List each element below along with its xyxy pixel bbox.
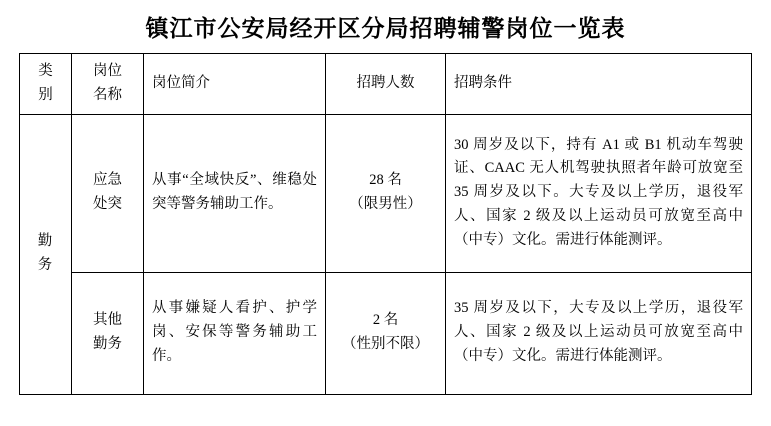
table-row — [20, 114, 752, 272]
table-header-row — [20, 54, 752, 115]
header-count: 招聘人数 — [326, 54, 446, 115]
cell-count-other: 2 名 （性别不限） — [326, 272, 446, 394]
cell-post-name-emergency: 应急 处突 — [72, 114, 144, 272]
cell-conditions-emergency: 30 周岁及以下，持有 A1 或 B1 机动车驾驶证、CAAC 无人机驾驶执照者年龄可放宽至 35 周岁及以下。大专及以上学历，退役军人、国家 2 级及以上运动员可放宽至高中（中专）文化。需进行体能测评。 — [446, 114, 752, 272]
page-title: 镇江市公安局经开区分局招聘辅警岗位一览表 — [145, 16, 626, 41]
cell-post-name-other: 其他 勤务 — [72, 272, 144, 394]
cell-count-emergency: 28 名 （限男性） — [326, 114, 446, 272]
cell-intro-emergency: 从事“全域快反”、维稳处突等警务辅助工作。 — [144, 114, 326, 272]
cell-conditions-other: 35 周岁及以下，大专及以上学历，退役军人、国家 2 级及以上运动员可放宽至高中（中专）文化。需进行体能测评。 — [446, 272, 752, 394]
recruitment-table — [19, 53, 752, 395]
table-row — [20, 272, 752, 394]
header-category: 类 别 — [20, 54, 72, 115]
header-post-name: 岗位 名称 — [72, 54, 144, 115]
cell-intro-other: 从事嫌疑人看护、护学岗、安保等警务辅助工作。 — [144, 272, 326, 394]
header-conditions: 招聘条件 — [446, 54, 752, 115]
cell-category-duty: 勤 务 — [20, 114, 72, 394]
header-intro: 岗位简介 — [144, 54, 326, 115]
